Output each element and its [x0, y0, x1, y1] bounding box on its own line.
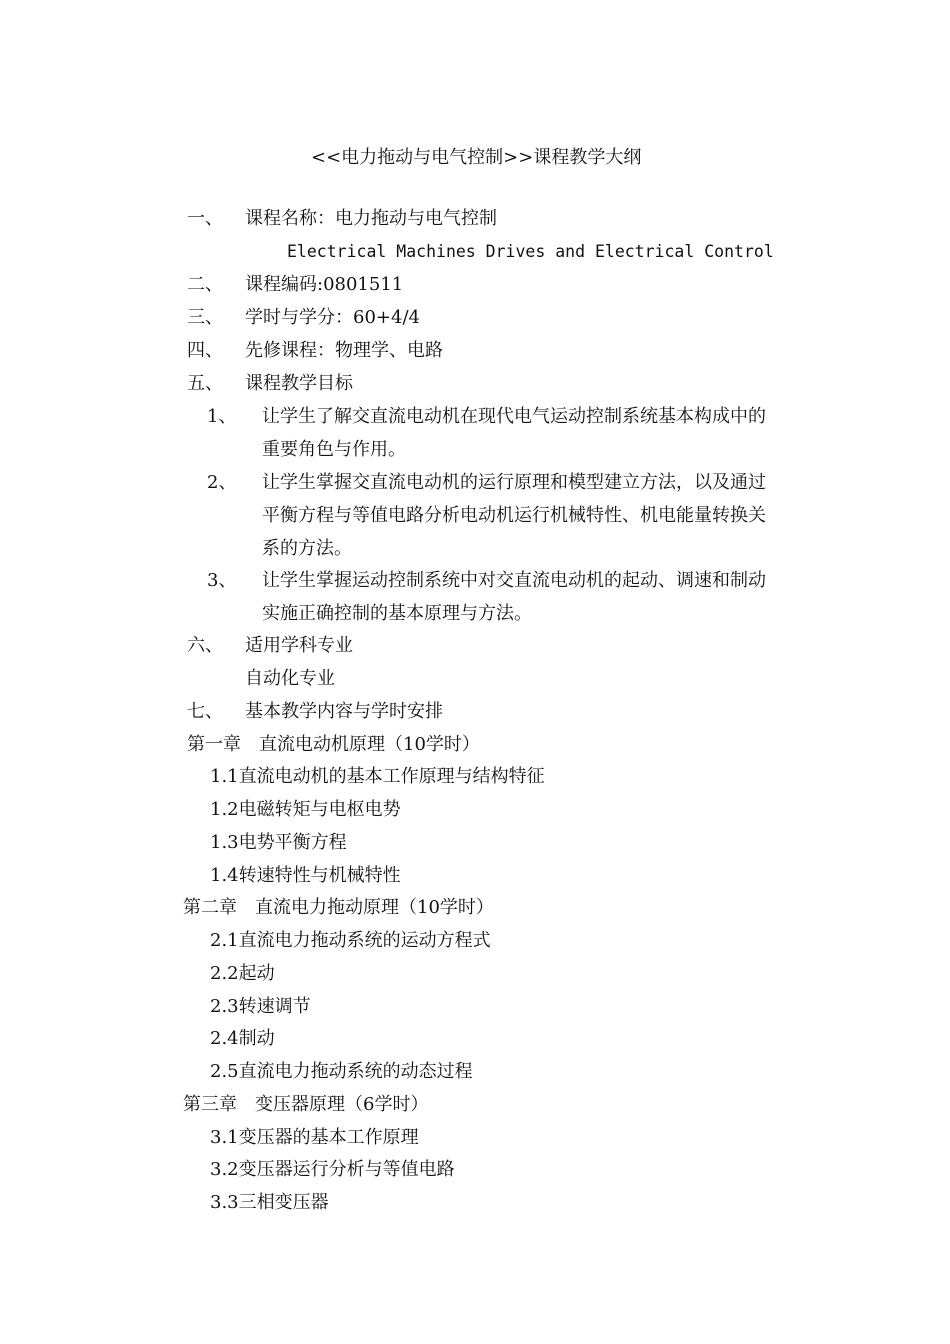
document-title: <<电力拖动与电气控制>>课程教学大纲 — [311, 147, 642, 168]
objective-number-2: 2、 — [207, 472, 237, 493]
chapter-2-item-2: 2.2起动 — [210, 963, 275, 984]
section-number-1: 一、 — [187, 208, 223, 229]
section-number-3: 三、 — [187, 307, 223, 328]
objective-number-1: 1、 — [207, 406, 237, 427]
objective-3-line-2: 实施正确控制的基本原理与方法。 — [262, 603, 532, 624]
section-number-4: 四、 — [187, 340, 223, 361]
chapter-1-item-2: 1.2电磁转矩与电枢电势 — [210, 799, 401, 820]
chapter-1-item-4: 1.4转速特性与机械特性 — [210, 865, 401, 886]
applicable-majors-heading: 适用学科专业 — [245, 635, 353, 656]
chapter-3-item-2: 3.2变压器运行分析与等值电路 — [210, 1159, 455, 1180]
objective-1-line-1: 让学生了解交直流电动机在现代电气运动控制系统基本构成中的 — [262, 406, 766, 427]
chapter-2-item-4: 2.4制动 — [210, 1028, 275, 1049]
prerequisites: 先修课程：物理学、电路 — [245, 340, 443, 361]
section-number-5: 五、 — [187, 373, 223, 394]
section-number-7: 七、 — [187, 701, 223, 722]
chapter-1-item-1: 1.1直流电动机的基本工作原理与结构特征 — [210, 766, 545, 787]
chapter-2-item-1: 2.1直流电力拖动系统的运动方程式 — [210, 930, 491, 951]
chapter-2-item-5: 2.5直流电力拖动系统的动态过程 — [210, 1061, 473, 1082]
chapter-1-item-3: 1.3电势平衡方程 — [210, 832, 347, 853]
chapter-2-title: 第二章 直流电力拖动原理（10学时） — [183, 897, 494, 918]
chapter-3-item-1: 3.1变压器的基本工作原理 — [210, 1127, 419, 1148]
section-number-2: 二、 — [187, 274, 223, 295]
objective-number-3: 3、 — [207, 570, 237, 591]
course-name: 课程名称：电力拖动与电气控制 — [245, 208, 497, 229]
objective-2-line-2: 平衡方程与等值电路分析电动机运行机械特性、机电能量转换关 — [262, 505, 766, 526]
course-hours-credits: 学时与学分：60+4/4 — [245, 307, 420, 328]
teaching-objectives-heading: 课程教学目标 — [245, 373, 353, 394]
section-number-6: 六、 — [187, 635, 223, 656]
chapter-3-item-3: 3.3三相变压器 — [210, 1192, 329, 1213]
chapter-1-title: 第一章 直流电动机原理（10学时） — [187, 734, 480, 755]
course-code: 课程编码:0801511 — [245, 274, 404, 295]
teaching-content-heading: 基本教学内容与学时安排 — [245, 701, 443, 722]
objective-2-line-1: 让学生掌握交直流电动机的运行原理和模型建立方法，以及通过 — [262, 472, 766, 493]
objective-3-line-1: 让学生掌握运动控制系统中对交直流电动机的起动、调速和制动 — [262, 570, 766, 591]
chapter-2-item-3: 2.3转速调节 — [210, 996, 311, 1017]
chapter-3-title: 第三章 变压器原理（6学时） — [183, 1094, 429, 1115]
course-name-english: Electrical Machines Drives and Electrical Control — [287, 242, 774, 261]
objective-2-line-3: 系的方法。 — [262, 538, 352, 559]
objective-1-line-2: 重要角色与作用。 — [262, 439, 406, 460]
applicable-major: 自动化专业 — [245, 668, 335, 689]
